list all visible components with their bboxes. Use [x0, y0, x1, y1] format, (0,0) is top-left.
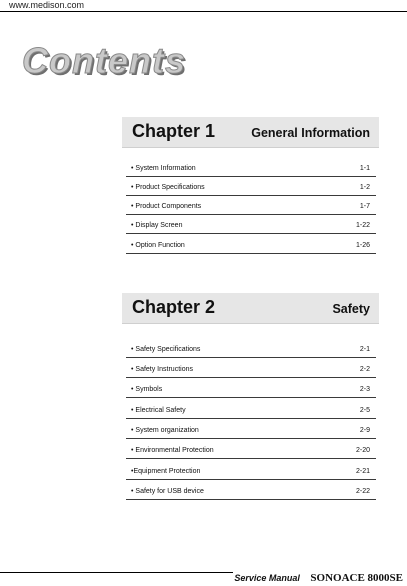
- toc-item-label: • Display Screen: [131, 222, 183, 229]
- toc-item-label: • Electrical Safety: [131, 407, 186, 414]
- toc-item-page: 2-3: [359, 386, 370, 393]
- toc-item[interactable]: [126, 339, 376, 358]
- chapter-1-header: [122, 117, 379, 148]
- page-title: Contents: [22, 40, 186, 81]
- toc-item[interactable]: [126, 439, 376, 459]
- chapter-1-number: Chapter 1: [132, 121, 216, 141]
- toc-item[interactable]: [126, 215, 376, 234]
- toc-item-label: • Product Components: [131, 203, 202, 210]
- toc-item[interactable]: [126, 378, 376, 398]
- toc-item-page: 1-2: [359, 184, 370, 191]
- toc-item[interactable]: [126, 234, 376, 254]
- toc-item[interactable]: [126, 358, 376, 378]
- toc-item[interactable]: [126, 419, 376, 439]
- chapter-1-toc: [126, 159, 376, 254]
- toc-item-page: 1-1: [359, 165, 370, 172]
- toc-item-page: 2-20: [355, 447, 370, 454]
- chapter-2-toc: [126, 339, 376, 500]
- toc-item[interactable]: [126, 480, 376, 500]
- toc-item[interactable]: [126, 398, 376, 419]
- toc-item-page: 1-26: [355, 242, 370, 249]
- toc-item[interactable]: [126, 196, 376, 215]
- toc-item-label: • System Information: [131, 165, 196, 172]
- chapter-2-header: [122, 293, 379, 324]
- toc-item-page: 2-9: [359, 427, 370, 434]
- toc-item-page: 1-22: [355, 222, 370, 229]
- toc-item-page: 2-1: [359, 346, 370, 353]
- toc-item-label: • Safety for USB device: [131, 488, 204, 495]
- toc-item-page: 2-21: [355, 468, 370, 475]
- footer-manual-label: Service Manual: [234, 573, 300, 583]
- site-url: www.medison.com: [9, 0, 85, 10]
- toc-item[interactable]: [126, 177, 376, 196]
- footer-model: SONOACE 8000SE: [310, 572, 403, 584]
- toc-item-page: 1-7: [359, 203, 370, 210]
- toc-item-page: 2-5: [359, 407, 370, 414]
- header-divider: [0, 11, 407, 12]
- chapter-2-number: Chapter 2: [132, 297, 216, 317]
- toc-item-label: • Product Specifications: [131, 184, 205, 191]
- toc-item-label: • Environmental Protection: [131, 447, 214, 454]
- toc-item-label: • Safety Instructions: [131, 366, 193, 373]
- toc-item[interactable]: [126, 159, 376, 177]
- chapter-2-name: Safety: [332, 302, 370, 316]
- footer: [234, 568, 403, 586]
- toc-item-label: • Safety Specifications: [131, 346, 201, 353]
- toc-item-label: • Symbols: [131, 386, 163, 393]
- toc-item-page: 2-22: [355, 488, 370, 495]
- toc-item-label: • Option Function: [131, 242, 185, 249]
- toc-item-label: • System organization: [131, 427, 199, 434]
- toc-item-label: •Equipment Protection: [131, 468, 201, 475]
- footer-divider: [0, 572, 233, 573]
- toc-item[interactable]: [126, 459, 376, 480]
- chapter-1-name: General Information: [251, 126, 370, 140]
- toc-item-page: 2-2: [359, 366, 370, 373]
